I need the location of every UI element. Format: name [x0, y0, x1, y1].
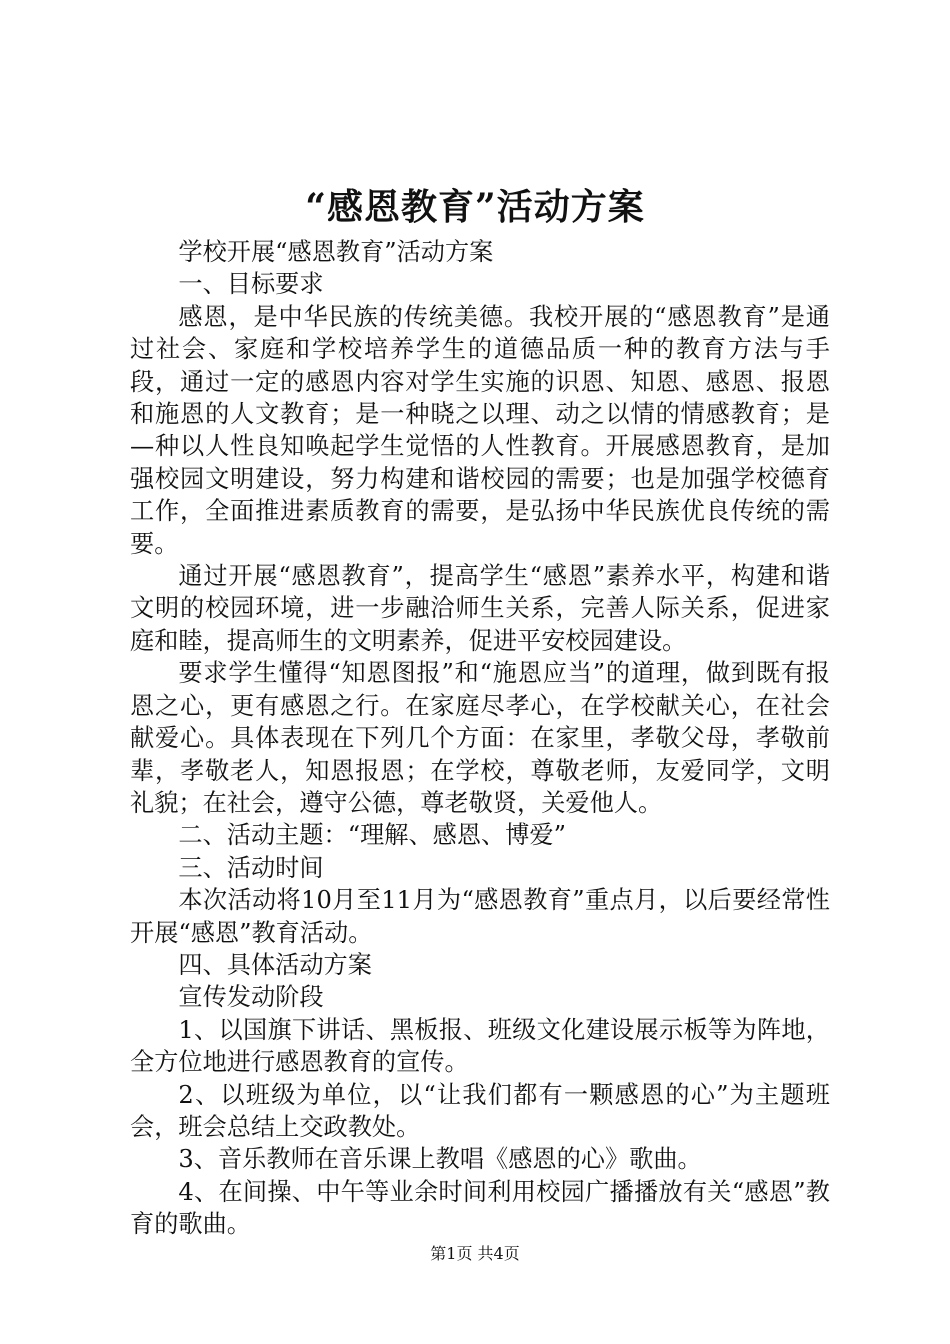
paragraph: 本次活动将10月至11月为“感恩教育”重点月，以后要经常性开展“感恩”教育活动。 — [130, 886, 830, 947]
section-heading-theme: 二、活动主题：“理解、感恩、博爱” — [178, 821, 566, 850]
list-item: 1、以国旗下讲话、黑板报、班级文化建设展示板等为阵地，全方位地进行感恩教育的宣传。 — [130, 1015, 830, 1077]
document-body — [130, 236, 830, 1241]
list-item: 3、音乐教师在音乐课上教唱《感恩的心》歌曲。 — [178, 1145, 702, 1174]
list-item: 4、在间操、中午等业余时间利用校园广播播放有关“感恩”教育的歌曲。 — [130, 1177, 830, 1239]
section-heading-time: 三、活动时间 — [178, 853, 324, 882]
section-heading-goals: 一、目标要求 — [178, 270, 324, 299]
section-heading-plan: 四、具体活动方案 — [178, 950, 372, 979]
paragraph: 通过开展“感恩教育”，提高学生“感恩”素养水平，构建和谐文明的校园环境，进一步融洽师生关系，完善人际关系，促进家庭和睦，提高师生的文明素养，促进平安校园建设。 — [130, 562, 830, 655]
paragraph-subtitle: 学校开展“感恩教育”活动方案 — [178, 238, 494, 266]
subsection-heading: 宣传发动阶段 — [178, 983, 324, 1012]
page-footer: 第1页 共4页 — [430, 1244, 520, 1263]
document-title: “感恩教育”活动方案 — [305, 186, 645, 228]
list-item: 2、以班级为单位，以“让我们都有一颗感恩的心”为主题班会，班会总结上交政教处。 — [130, 1080, 830, 1141]
paragraph: 要求学生懂得“知恩图报”和“施恩应当”的道理，做到既有报恩之心，更有感恩之行。在家庭尽孝心，在学校献关心，在社会献爱心。具体表现在下列几个方面：在家里，孝敬父母，孝敬前辈，孝敬老人，知恩报恩；在学校，尊敬老师，友爱同学，文明礼貌；在社会，遵守公德，尊老敬贤，关爱他人。 — [130, 659, 830, 817]
paragraph: 感恩，是中华民族的传统美德。我校开展的“感恩教育”是通过社会、家庭和学校培养学生的道德品质一种的教育方法与手段，通过一定的感恩内容对学生实施的识恩、知恩、感恩、报恩和施恩的人文教育；是一种晓之以理、动之以情的情感教育；是—种以人性良知唤起学生觉悟的人性教育。开展感恩教育，是加强校园文明建设，努力构建和谐校园的需要；也是加强学校德育工作，全面推进素质教育的需要，是弘扬中华民族优良传统的需要。 — [130, 302, 830, 558]
